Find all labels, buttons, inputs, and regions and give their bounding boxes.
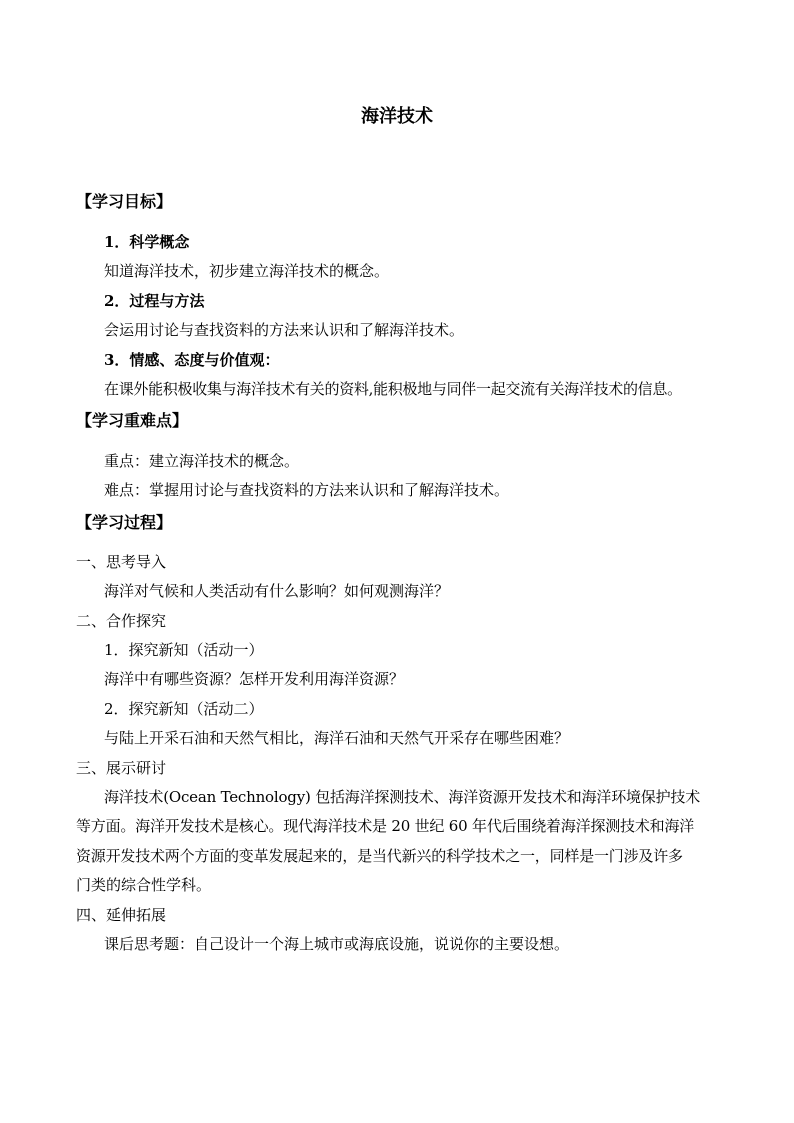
goal-text-1: 知道海洋技术，初步建立海洋技术的概念。 bbox=[104, 262, 390, 280]
key-point-focus: 重点：建立海洋技术的概念。 bbox=[104, 452, 300, 470]
section-header-key-points: 【学习重难点】 bbox=[76, 411, 189, 430]
goal-text-2: 会运用讨论与查找资料的方法来认识和了解海洋技术。 bbox=[104, 321, 465, 339]
goal-heading-2: 2．过程与方法 bbox=[104, 292, 205, 310]
goal-text-3: 在课外能积极收集与海洋技术有关的资料,能积极地与同伴一起交流有关海洋技术的信息。 bbox=[104, 380, 682, 398]
goal-heading-3: 3．情感、态度与价值观： bbox=[104, 351, 280, 369]
document-title: 海洋技术 bbox=[361, 106, 433, 127]
process-paragraph-line-2: 等方面。海洋开发技术是核心。现代海洋技术是 20 世纪 60 年代后围绕着海洋探测技术和海洋 bbox=[76, 817, 695, 835]
process-text-1: 海洋对气候和人类活动有什么影响？如何观测海洋？ bbox=[104, 582, 450, 600]
activity-1-text: 海洋中有哪些资源？怎样开发利用海洋资源？ bbox=[104, 670, 405, 688]
key-point-difficulty: 难点：掌握用讨论与查找资料的方法来认识和了解海洋技术。 bbox=[104, 481, 510, 499]
activity-2-title: 2．探究新知（活动二） bbox=[104, 700, 264, 718]
process-paragraph-line-1: 海洋技术(Ocean Technology) 包括海洋探测技术、海洋资源开发技术和海洋环境保护技术 bbox=[104, 788, 700, 806]
process-heading-2: 二、合作探究 bbox=[76, 612, 167, 630]
process-paragraph-line-3: 资源开发技术两个方面的变革发展起来的，是当代新兴的科学技术之一，同样是一门涉及许多 bbox=[76, 847, 683, 865]
goal-heading-1: 1．科学概念 bbox=[104, 233, 190, 251]
activity-2-text: 与陆上开采石油和天然气相比，海洋石油和天然气开采存在哪些困难？ bbox=[104, 729, 570, 747]
activity-1-title: 1．探究新知（活动一） bbox=[104, 641, 264, 659]
process-heading-3: 三、展示研讨 bbox=[76, 759, 167, 777]
section-header-process: 【学习过程】 bbox=[76, 513, 173, 532]
process-paragraph-line-4: 门类的综合性学科。 bbox=[76, 876, 212, 894]
section-header-goals: 【学习目标】 bbox=[76, 192, 173, 211]
process-heading-4: 四、延伸拓展 bbox=[76, 906, 167, 924]
process-heading-1: 一、思考导入 bbox=[76, 553, 167, 571]
process-text-4: 课后思考题：自己设计一个海上城市或海底设施，说说你的主要设想。 bbox=[104, 935, 570, 953]
